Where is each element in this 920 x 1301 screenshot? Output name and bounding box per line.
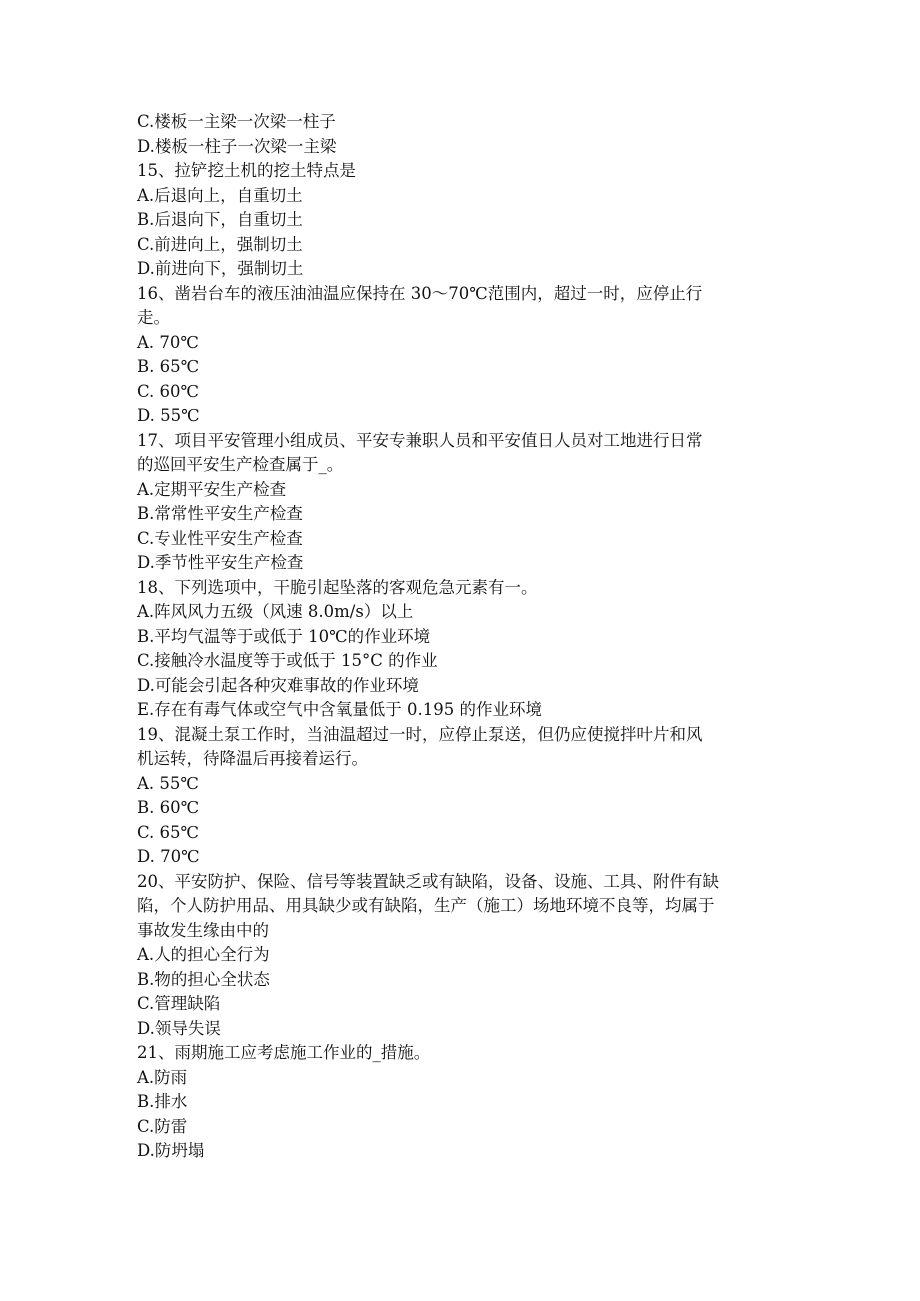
question-stem-line: 17、项目平安管理小组成员、平安专兼职人员和平安值日人员对工地进行日常 <box>137 430 703 450</box>
answer-option: A. 55℃ <box>137 773 199 793</box>
question-stem-line: 21、雨期施工应考虑施工作业的_措施。 <box>137 1043 431 1062</box>
answer-option: E.存在有毒气体或空气中含氧量低于 0.195 的作业环境 <box>137 700 543 719</box>
answer-option: B.物的担心全状态 <box>137 969 270 989</box>
answer-option: B.常常性平安生产检查 <box>137 504 303 523</box>
question-block <box>137 1041 797 1164</box>
answer-option: B.后退向下，自重切土 <box>137 210 303 229</box>
answer-option: D. 55℃ <box>137 406 200 425</box>
answer-option: D.可能会引起各种灾难事故的作业环境 <box>137 675 419 695</box>
answer-option: A.防雨 <box>137 1067 188 1087</box>
answer-option: A.阵风风力五级（风速 8.0m/s）以上 <box>137 602 414 621</box>
answer-option: B. 60℃ <box>137 798 200 817</box>
answer-option: D.楼板一柱子一次梁一主梁 <box>137 136 337 156</box>
question-stem-line: 20、平安防护、保险、信号等装置缺乏或有缺陷，设备、设施、工具、附件有缺 <box>137 871 719 891</box>
answer-option: C.接触冷水温度等于或低于 15°C 的作业 <box>137 651 438 670</box>
question-stem-line: 事故发生缘由中的 <box>137 920 269 940</box>
answer-option: B.平均气温等于或低于 10℃的作业环境 <box>137 626 431 646</box>
question-stem-line: 走。 <box>137 308 170 327</box>
answer-option: C.楼板一主梁一次梁一柱子 <box>137 112 336 131</box>
answer-option: D.防坍塌 <box>137 1141 205 1160</box>
question-block <box>137 282 797 429</box>
answer-option: D.前进向下，强制切土 <box>137 259 304 278</box>
question-stem-line: 15、拉铲挖土机的挖土特点是 <box>137 161 356 180</box>
question-stem-line: 陷，个人防护用品、用具缺少或有缺陷，生产（施工）场地环境不良等，均属于 <box>137 896 715 915</box>
answer-option: C.前进向上，强制切土 <box>137 234 303 254</box>
answer-option: D.季节性平安生产检查 <box>137 553 304 572</box>
document-body <box>137 110 797 1164</box>
question-stem-line: 16、凿岩台车的液压油油温应保持在 30～70℃范围内，超过一时，应停止行 <box>137 283 703 303</box>
question-block <box>137 576 797 723</box>
question-block <box>137 870 797 1042</box>
answer-option: C.专业性平安生产检查 <box>137 528 303 548</box>
answer-option: C. 60℃ <box>137 381 199 401</box>
answer-option: C.管理缺陷 <box>137 994 221 1013</box>
answer-option: C.防雷 <box>137 1116 188 1136</box>
answer-option: A.定期平安生产检查 <box>137 479 287 499</box>
question-stem-line: 18、下列选项中，干脆引起坠落的客观危急元素有一。 <box>137 577 538 597</box>
answer-option: D. 70℃ <box>137 847 200 866</box>
answer-option: B.排水 <box>137 1092 188 1111</box>
question-stem-line: 的巡回平安生产检查属于_。 <box>137 455 344 474</box>
answer-option: D.领导失误 <box>137 1018 221 1038</box>
answer-option: B. 65℃ <box>137 357 200 376</box>
question-block <box>137 429 797 576</box>
answer-option: A.后退向上，自重切土 <box>137 185 303 205</box>
question-stem-line: 19、混凝土泵工作时，当油温超过一时，应停止泵送，但仍应使搅拌叶片和风 <box>137 724 703 744</box>
question-stem-line: 机运转，待降温后再接着运行。 <box>137 749 368 768</box>
answer-option: A.人的担心全行为 <box>137 945 270 964</box>
answer-option: C. 65℃ <box>137 822 199 842</box>
answer-option: A. 70℃ <box>137 332 199 352</box>
question-14-tail <box>137 110 797 159</box>
question-block <box>137 159 797 282</box>
question-block <box>137 723 797 870</box>
